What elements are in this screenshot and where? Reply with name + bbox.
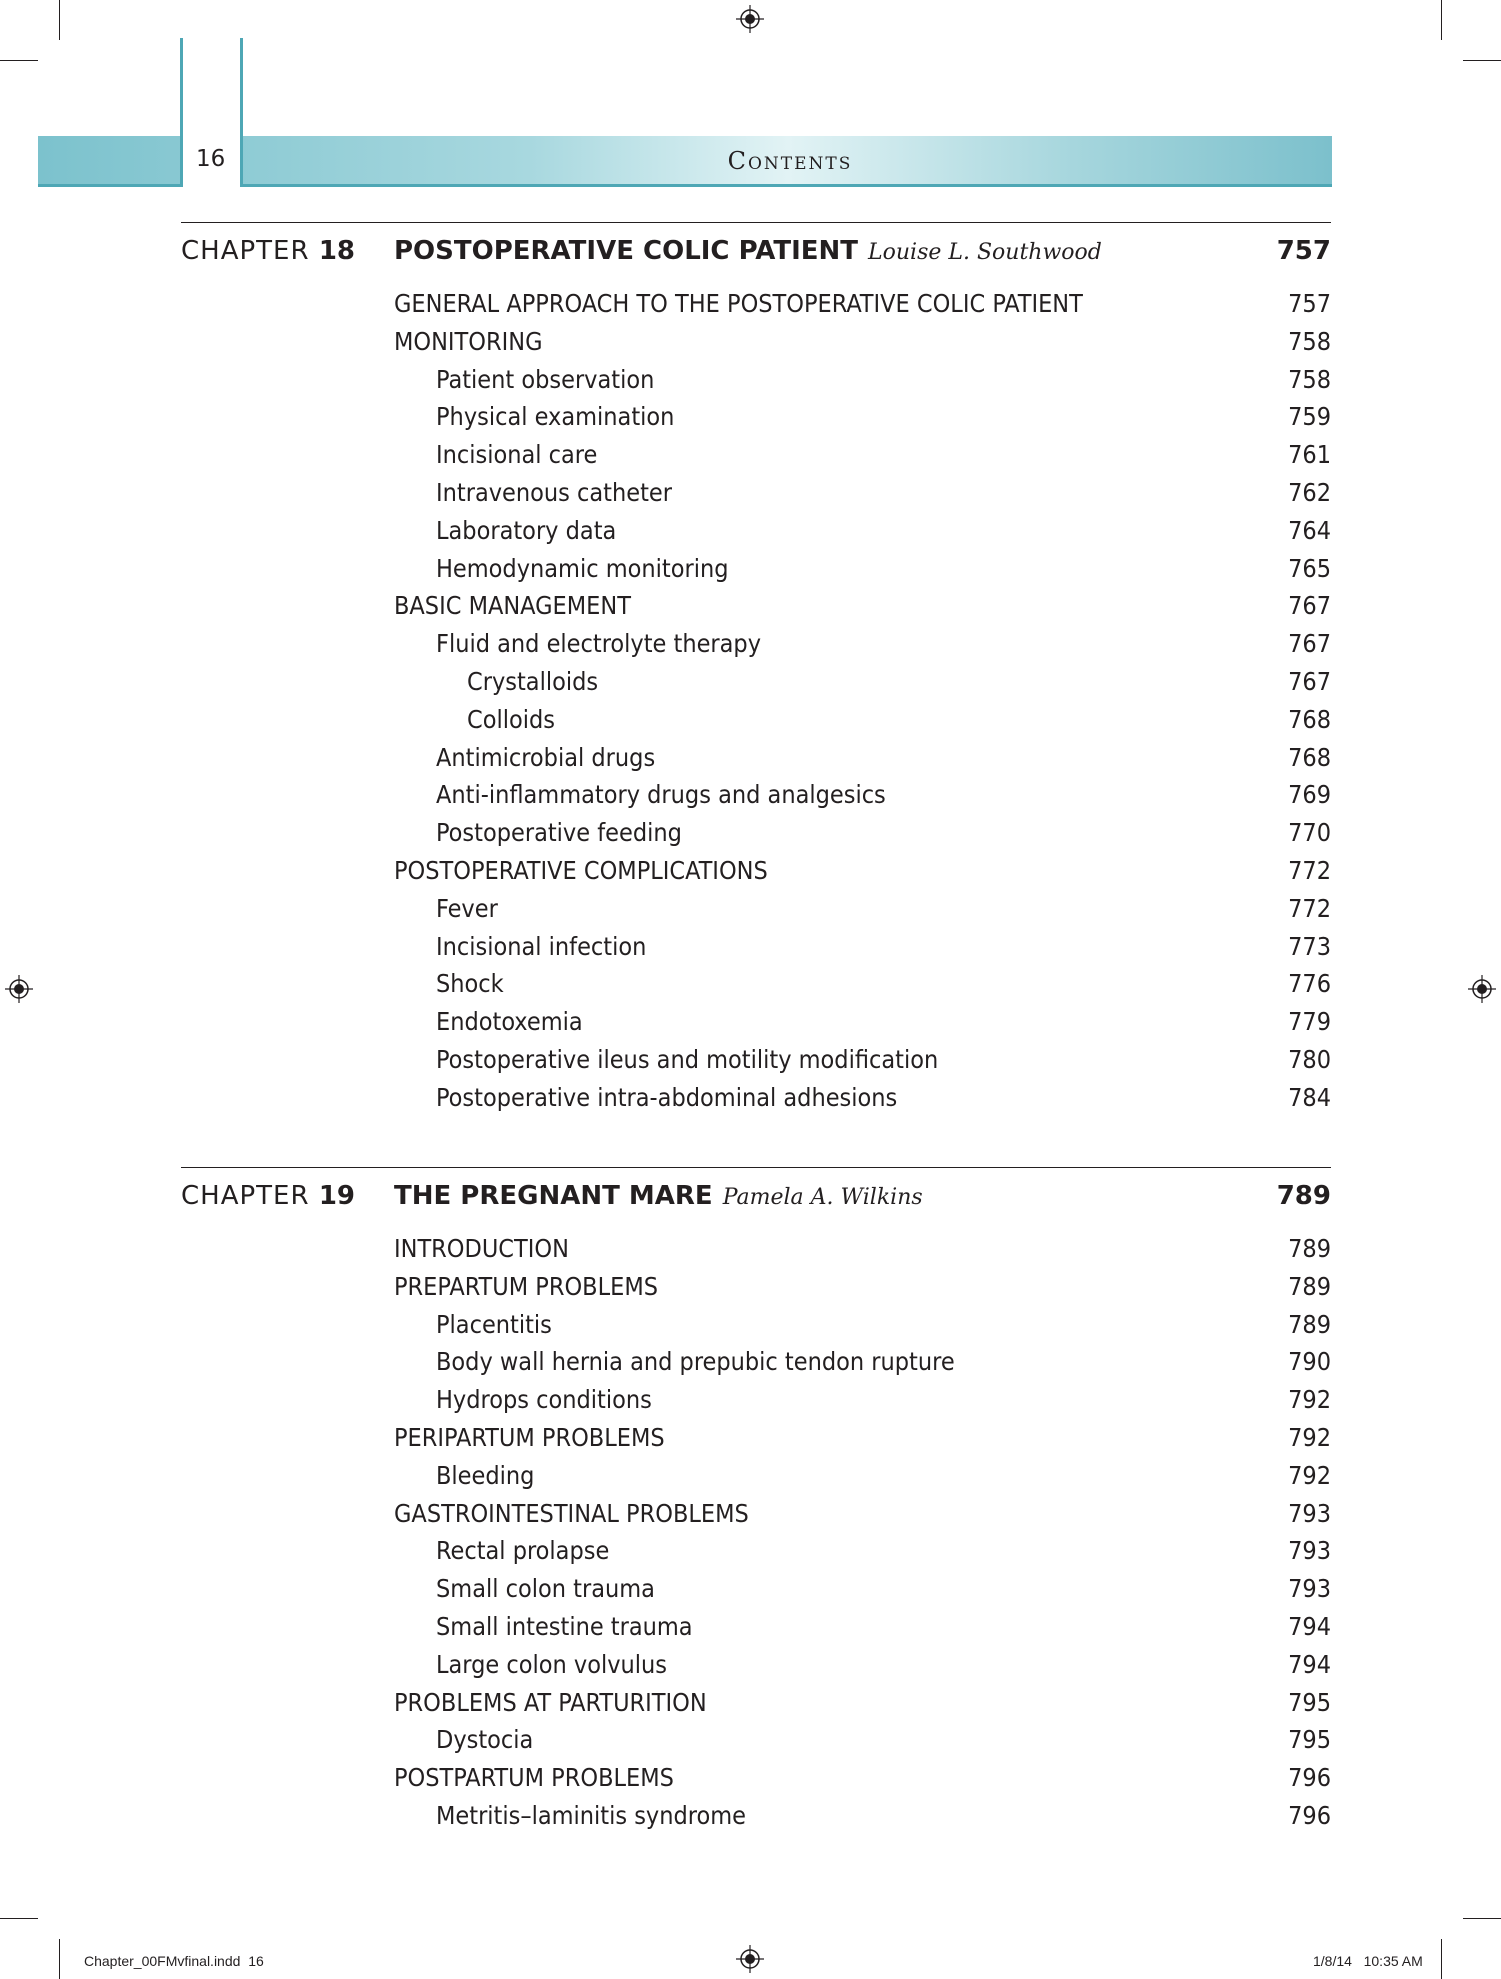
toc-entry[interactable] bbox=[394, 474, 1331, 512]
chapter-title[interactable] bbox=[394, 1181, 923, 1211]
toc-entry-title: Dystocia bbox=[436, 1725, 534, 1755]
toc-entry-title: Large colon volvulus bbox=[436, 1649, 668, 1679]
toc-entry[interactable] bbox=[394, 663, 1331, 701]
chapter-title-text: THE PREGNANT MARE bbox=[394, 1181, 713, 1211]
toc-entry-title: Postoperative feeding bbox=[436, 818, 682, 848]
toc-entry-title: Rectal prolapse bbox=[436, 1536, 610, 1566]
page-number: 16 bbox=[196, 146, 226, 172]
toc-entry-page: 758 bbox=[1288, 364, 1331, 394]
footer-file-page: 16 bbox=[248, 1953, 264, 1969]
toc-entry-page: 794 bbox=[1288, 1649, 1331, 1679]
toc-entry-page: 792 bbox=[1288, 1422, 1331, 1452]
toc-entry-title: PREPARTUM PROBLEMS bbox=[394, 1271, 659, 1301]
toc-entry-title: Laboratory data bbox=[436, 515, 617, 545]
toc-entry[interactable] bbox=[394, 928, 1331, 966]
footer-time: 10:35 AM bbox=[1363, 1953, 1423, 1969]
toc-entry[interactable] bbox=[394, 1684, 1331, 1722]
toc-entry-title: BASIC MANAGEMENT bbox=[394, 591, 631, 621]
toc-entry-title: Metritis–laminitis syndrome bbox=[436, 1800, 746, 1830]
toc-entry-title: Body wall hernia and prepubic tendon rupture bbox=[436, 1347, 955, 1377]
toc-entry-page: 768 bbox=[1288, 742, 1331, 772]
toc-entry[interactable] bbox=[394, 1268, 1331, 1306]
toc-entry[interactable] bbox=[394, 398, 1331, 436]
toc-entry-title: Intravenous catheter bbox=[436, 477, 672, 507]
running-head: Contents bbox=[727, 147, 853, 175]
toc-entry-page: 792 bbox=[1288, 1460, 1331, 1490]
toc-entry-title: Hemodynamic monitoring bbox=[436, 553, 729, 583]
toc-entries bbox=[394, 285, 1331, 1117]
toc-entry-page: 792 bbox=[1288, 1385, 1331, 1415]
toc-entry-title: Incisional infection bbox=[436, 931, 647, 961]
toc-entry-page: 767 bbox=[1288, 666, 1331, 696]
toc-entry-title: Physical examination bbox=[436, 402, 675, 432]
toc-entry[interactable] bbox=[394, 1419, 1331, 1457]
toc-entry[interactable] bbox=[394, 814, 1331, 852]
toc-entry-page: 789 bbox=[1288, 1271, 1331, 1301]
toc-entry-title: PERIPARTUM PROBLEMS bbox=[394, 1422, 665, 1452]
toc-entry[interactable] bbox=[394, 512, 1331, 550]
toc-entry-title: POSTOPERATIVE COMPLICATIONS bbox=[394, 855, 768, 885]
toc-entry-page: 770 bbox=[1288, 818, 1331, 848]
crop-mark bbox=[1441, 0, 1442, 40]
chapter-title-text: POSTOPERATIVE COLIC PATIENT bbox=[394, 236, 859, 266]
toc-entry-page: 772 bbox=[1288, 855, 1331, 885]
chapter-label-prefix: CHAPTER bbox=[181, 1181, 310, 1211]
toc-entry-title: Fever bbox=[436, 893, 498, 923]
crop-mark bbox=[1463, 60, 1501, 61]
toc-entry[interactable] bbox=[394, 1079, 1331, 1117]
chapter-number: 19 bbox=[318, 1181, 355, 1211]
toc-entry[interactable] bbox=[394, 1041, 1331, 1079]
toc-entry-page: 769 bbox=[1288, 780, 1331, 810]
toc-entry[interactable] bbox=[394, 1570, 1331, 1608]
toc-entry[interactable] bbox=[394, 587, 1331, 625]
toc-entry-title: Colloids bbox=[467, 704, 555, 734]
crop-mark bbox=[1463, 1918, 1501, 1919]
toc-entry[interactable] bbox=[394, 361, 1331, 399]
toc-entry-title: Bleeding bbox=[436, 1460, 535, 1490]
toc-entry-page: 761 bbox=[1288, 440, 1331, 470]
toc-entry-title: Crystalloids bbox=[467, 666, 599, 696]
toc-entry[interactable] bbox=[394, 625, 1331, 663]
toc-entry-page: 780 bbox=[1288, 1044, 1331, 1074]
toc-entry-title: Anti-inflammatory drugs and analgesics bbox=[436, 780, 886, 810]
toc-entry[interactable] bbox=[394, 1721, 1331, 1759]
toc-entry[interactable] bbox=[394, 890, 1331, 928]
toc-entry-title: Shock bbox=[436, 969, 504, 999]
toc-entry-page: 793 bbox=[1288, 1498, 1331, 1528]
toc-entry-page: 757 bbox=[1288, 289, 1331, 318]
toc-entry[interactable] bbox=[394, 776, 1331, 814]
toc-entry-title: Small intestine trauma bbox=[436, 1611, 693, 1641]
toc-entry[interactable] bbox=[394, 1003, 1331, 1041]
toc-entry-page: 762 bbox=[1288, 477, 1331, 507]
toc-entry[interactable] bbox=[394, 1343, 1331, 1381]
toc-entry-page: 789 bbox=[1288, 1309, 1331, 1339]
toc-entry-title: Incisional care bbox=[436, 440, 598, 470]
toc-entry-title: Postoperative ileus and motility modification bbox=[436, 1044, 939, 1074]
toc-entry-page: 779 bbox=[1288, 1007, 1331, 1037]
toc-entry-page: 794 bbox=[1288, 1611, 1331, 1641]
toc-entry[interactable] bbox=[394, 1532, 1331, 1570]
chapter-label bbox=[181, 1181, 355, 1211]
toc-entry-title: Patient observation bbox=[436, 364, 655, 394]
chapter-divider bbox=[181, 1167, 1331, 1168]
toc-entry[interactable] bbox=[394, 1608, 1331, 1646]
header-bottom-rule bbox=[38, 184, 183, 187]
registration-target-icon bbox=[736, 5, 764, 33]
registration-target-icon bbox=[1468, 975, 1496, 1003]
toc-entry[interactable] bbox=[394, 323, 1331, 361]
toc-entry-page: 796 bbox=[1288, 1763, 1331, 1793]
toc-entry[interactable] bbox=[394, 1797, 1331, 1835]
crop-mark bbox=[1441, 1939, 1442, 1979]
toc-entry-title: Placentitis bbox=[436, 1309, 552, 1339]
toc-entry-page: 765 bbox=[1288, 553, 1331, 583]
toc-entry[interactable] bbox=[394, 1495, 1331, 1533]
toc-entry-title: GASTROINTESTINAL PROBLEMS bbox=[394, 1498, 749, 1528]
toc-entry[interactable] bbox=[394, 1646, 1331, 1684]
toc-entry[interactable] bbox=[394, 965, 1331, 1003]
chapter-divider bbox=[181, 222, 1331, 223]
toc-entry-title: Small colon trauma bbox=[436, 1574, 655, 1604]
chapter-page-number: 757 bbox=[1276, 236, 1331, 266]
toc-entry-page: 758 bbox=[1288, 326, 1331, 356]
toc-entry-page: 795 bbox=[1288, 1687, 1331, 1717]
header-right-rule bbox=[240, 38, 243, 186]
toc-entry-title: Endotoxemia bbox=[436, 1007, 583, 1037]
toc-entry-page: 796 bbox=[1288, 1800, 1331, 1830]
toc-entry-title: POSTPARTUM PROBLEMS bbox=[394, 1763, 674, 1793]
toc-entry-page: 772 bbox=[1288, 893, 1331, 923]
toc-entry-title: Hydrops conditions bbox=[436, 1385, 652, 1415]
toc-entry[interactable] bbox=[394, 550, 1331, 588]
toc-entry-title: Antimicrobial drugs bbox=[436, 742, 656, 772]
toc-entry-page: 767 bbox=[1288, 591, 1331, 621]
toc-entry[interactable] bbox=[394, 1381, 1331, 1419]
toc-entry-page: 790 bbox=[1288, 1347, 1331, 1377]
chapter-label bbox=[181, 236, 355, 266]
toc-entries bbox=[394, 1230, 1331, 1835]
chapter-number: 18 bbox=[318, 236, 355, 266]
footer-date: 1/8/14 bbox=[1313, 1953, 1352, 1969]
toc-entry-title: Fluid and electrolyte therapy bbox=[436, 629, 762, 659]
toc-entry-title: INTRODUCTION bbox=[394, 1234, 569, 1263]
toc-entry-title: Postoperative intra-abdominal adhesions bbox=[436, 1082, 898, 1112]
toc-entry[interactable] bbox=[394, 285, 1331, 323]
toc-entry-page: 784 bbox=[1288, 1082, 1331, 1112]
toc-entry[interactable] bbox=[394, 1759, 1331, 1797]
footer-file-name: Chapter_00FMvfinal.indd bbox=[84, 1953, 241, 1969]
crop-mark bbox=[0, 1918, 38, 1919]
toc-entry-page: 764 bbox=[1288, 515, 1331, 545]
crop-mark bbox=[0, 60, 38, 61]
crop-mark bbox=[59, 1939, 60, 1979]
footer-timestamp bbox=[1313, 1953, 1423, 1969]
toc-entry[interactable] bbox=[394, 436, 1331, 474]
crop-mark bbox=[59, 0, 60, 40]
toc-entry-title: GENERAL APPROACH TO THE POSTOPERATIVE COLIC PATIENT bbox=[394, 289, 1083, 318]
chapter-author: Louise L. Southwood bbox=[868, 240, 1102, 265]
chapter-label-prefix: CHAPTER bbox=[181, 236, 310, 266]
toc-entry-title: MONITORING bbox=[394, 326, 543, 356]
header-bottom-rule bbox=[240, 184, 1332, 187]
toc-entry-page: 768 bbox=[1288, 704, 1331, 734]
footer-file-info bbox=[84, 1953, 264, 1969]
toc-entry-page: 776 bbox=[1288, 969, 1331, 999]
toc-entry-page: 793 bbox=[1288, 1574, 1331, 1604]
toc-entry-page: 789 bbox=[1288, 1234, 1331, 1263]
toc-entry-page: 793 bbox=[1288, 1536, 1331, 1566]
toc-entry-page: 759 bbox=[1288, 402, 1331, 432]
toc-entry[interactable] bbox=[394, 1457, 1331, 1495]
toc-entry[interactable] bbox=[394, 852, 1331, 890]
toc-entry[interactable] bbox=[394, 1230, 1331, 1268]
chapter-author: Pamela A. Wilkins bbox=[722, 1185, 923, 1210]
toc-entry-page: 795 bbox=[1288, 1725, 1331, 1755]
toc-entry[interactable] bbox=[394, 739, 1331, 777]
toc-entry[interactable] bbox=[394, 701, 1331, 739]
toc-entry[interactable] bbox=[394, 1306, 1331, 1344]
chapter-page-number: 789 bbox=[1276, 1181, 1331, 1211]
toc-entry-page: 767 bbox=[1288, 629, 1331, 659]
toc-entry-title: PROBLEMS AT PARTURITION bbox=[394, 1687, 707, 1717]
toc-entry-page: 773 bbox=[1288, 931, 1331, 961]
registration-target-icon bbox=[5, 975, 33, 1003]
chapter-title[interactable] bbox=[394, 236, 1102, 266]
registration-target-icon bbox=[736, 1945, 764, 1973]
